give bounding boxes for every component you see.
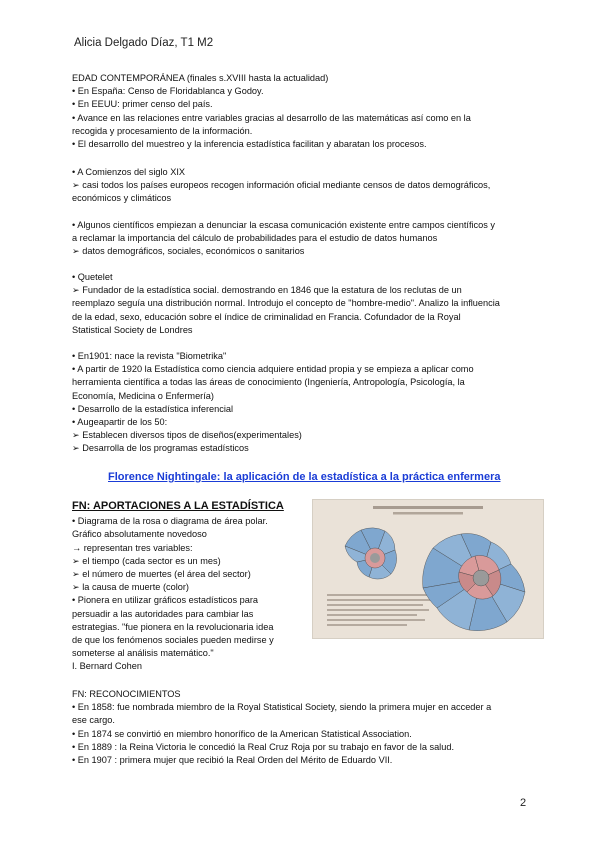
text-line: ese cargo. bbox=[72, 715, 115, 726]
section-fn-reconocimientos bbox=[72, 688, 542, 767]
text-line: ➢ el número de muertes (el área del sector) bbox=[72, 569, 251, 580]
text-line: Gráfico absolutamente novedoso bbox=[72, 529, 207, 540]
text-line: someterse al análisis matemático." bbox=[72, 648, 214, 659]
text-line: • El desarrollo del muestreo y la inferencia estadística facilitan y abaratan los procesos. bbox=[72, 139, 427, 150]
text-line: • En 1858: fue nombrada miembro de la Royal Statistical Society, siendo la primera mujer en acceder a bbox=[72, 702, 492, 713]
section-edad-contemporanea bbox=[72, 72, 542, 151]
text-line: • Avance en las relaciones entre variables gracias al desarrollo de las matemáticas así como en la bbox=[72, 112, 471, 123]
text-line: persuadir a las autoridades para cambiar las bbox=[72, 608, 254, 619]
text-line: • En España: Censo de Floridablanca y Godoy. bbox=[72, 86, 264, 97]
rose-diagram-image bbox=[312, 499, 544, 639]
section-heading: FN: RECONOCIMIENTOS bbox=[72, 689, 181, 699]
text-line: estrategias. "fue pionera en la revolucionaria idea bbox=[72, 621, 274, 632]
text-line: de que los fenómenos sociales pueden medirse y bbox=[72, 635, 274, 646]
rose-diagram-illustration bbox=[313, 500, 543, 638]
text-line: ➢ datos demográficos, sociales, económicos o sanitarios bbox=[72, 246, 305, 257]
text-line: Economía, Medicina o Enfermería) bbox=[72, 390, 214, 401]
document-header: Alicia Delgado Díaz, T1 M2 bbox=[74, 37, 214, 49]
text-line: • Augeapartir de los 50: bbox=[72, 417, 168, 428]
text-line: a reclamar la importancia del cálculo de probabilidades para el estudio de datos humanos bbox=[72, 233, 438, 244]
text-line: • A partir de 1920 la Estadística como ciencia adquiere entidad propia y se empieza a aplicar como bbox=[72, 364, 474, 375]
nightingale-title-link[interactable]: Florence Nightingale: la aplicación de la estadística a la práctica enfermera bbox=[108, 471, 501, 483]
text-line: • Pionera en utilizar gráficos estadísticos para bbox=[72, 595, 259, 606]
text-line: Statistical Society de Londres bbox=[72, 324, 193, 335]
text-line: reemplazo seguía una distribución normal. Introdujo el concepto de "hombre-medio". Analizo la influencia bbox=[72, 298, 500, 309]
text-line: • En 1889 : la Reina Victoria le concedió la Real Cruz Roja por su trabajo en favor de la salud. bbox=[72, 741, 454, 752]
text-line: ➢ la causa de muerte (color) bbox=[72, 582, 189, 593]
text-line: • A Comienzos del siglo XIX bbox=[72, 167, 186, 177]
page-number: 2 bbox=[520, 797, 527, 809]
text-line: de la edad, sexo, educación sobre el índice de criminalidad en Francia. Cofundador de la Royal bbox=[72, 311, 461, 322]
section-quetelet bbox=[72, 271, 542, 337]
text-line: • Algunos científicos empiezan a denunciar la escasa comunicación existente entre campos científicos y bbox=[72, 220, 496, 230]
text-line: • Desarrollo de la estadística inferencial bbox=[72, 403, 234, 414]
text-line: ➢ casi todos los países europeos recogen información oficial mediante censos de datos demográficos, bbox=[72, 180, 491, 191]
text-line: • Diagrama de la rosa o diagrama de área polar. bbox=[72, 516, 268, 527]
text-line: ➢ el tiempo (cada sector es un mes) bbox=[72, 555, 221, 566]
text-line: I. Bernard Cohen bbox=[72, 661, 142, 672]
text-line: EDAD CONTEMPORÁNEA (finales s.XVIII hasta la actualidad) bbox=[72, 73, 329, 83]
section-siglo-xx bbox=[72, 350, 542, 456]
section-fn-aportaciones bbox=[72, 500, 308, 674]
section-siglo-xix bbox=[72, 166, 542, 206]
right-rose bbox=[423, 534, 525, 631]
text-line: ➢ Fundador de la estadística social. demostrando en 1846 que la estatura de los reclutas de un bbox=[72, 285, 462, 296]
text-line: • En EEUU: primer censo del país. bbox=[72, 99, 213, 110]
section-heading: FN: APORTACIONES A LA ESTADÍSTICA bbox=[72, 500, 284, 512]
section-cientificos bbox=[72, 219, 542, 259]
text-line: • En 1907 : primera mujer que recibió la Real Orden del Mérito de Eduardo VII. bbox=[72, 755, 393, 766]
left-rose bbox=[345, 528, 397, 579]
text-line: • En1901: nace la revista "Biometrika" bbox=[72, 351, 227, 361]
text-line: recogida y procesamiento de la información. bbox=[72, 125, 253, 136]
text-line: • En 1874 se convirtió en miembro honorífico de la American Statistical Association. bbox=[72, 728, 412, 739]
text-line: económicos y climáticos bbox=[72, 193, 172, 204]
text-line: ➢ Establecen diversos tipos de diseños(experimentales) bbox=[72, 430, 302, 441]
text-line: ➢ Desarrolla de los programas estadísticos bbox=[72, 443, 249, 454]
text-line: • Quetelet bbox=[72, 272, 113, 282]
text-line: → representan tres variables: bbox=[72, 542, 193, 553]
text-line: herramienta científica a todas las áreas de conocimiento (Ingeniería, Antropología, Psicología, la bbox=[72, 377, 465, 388]
